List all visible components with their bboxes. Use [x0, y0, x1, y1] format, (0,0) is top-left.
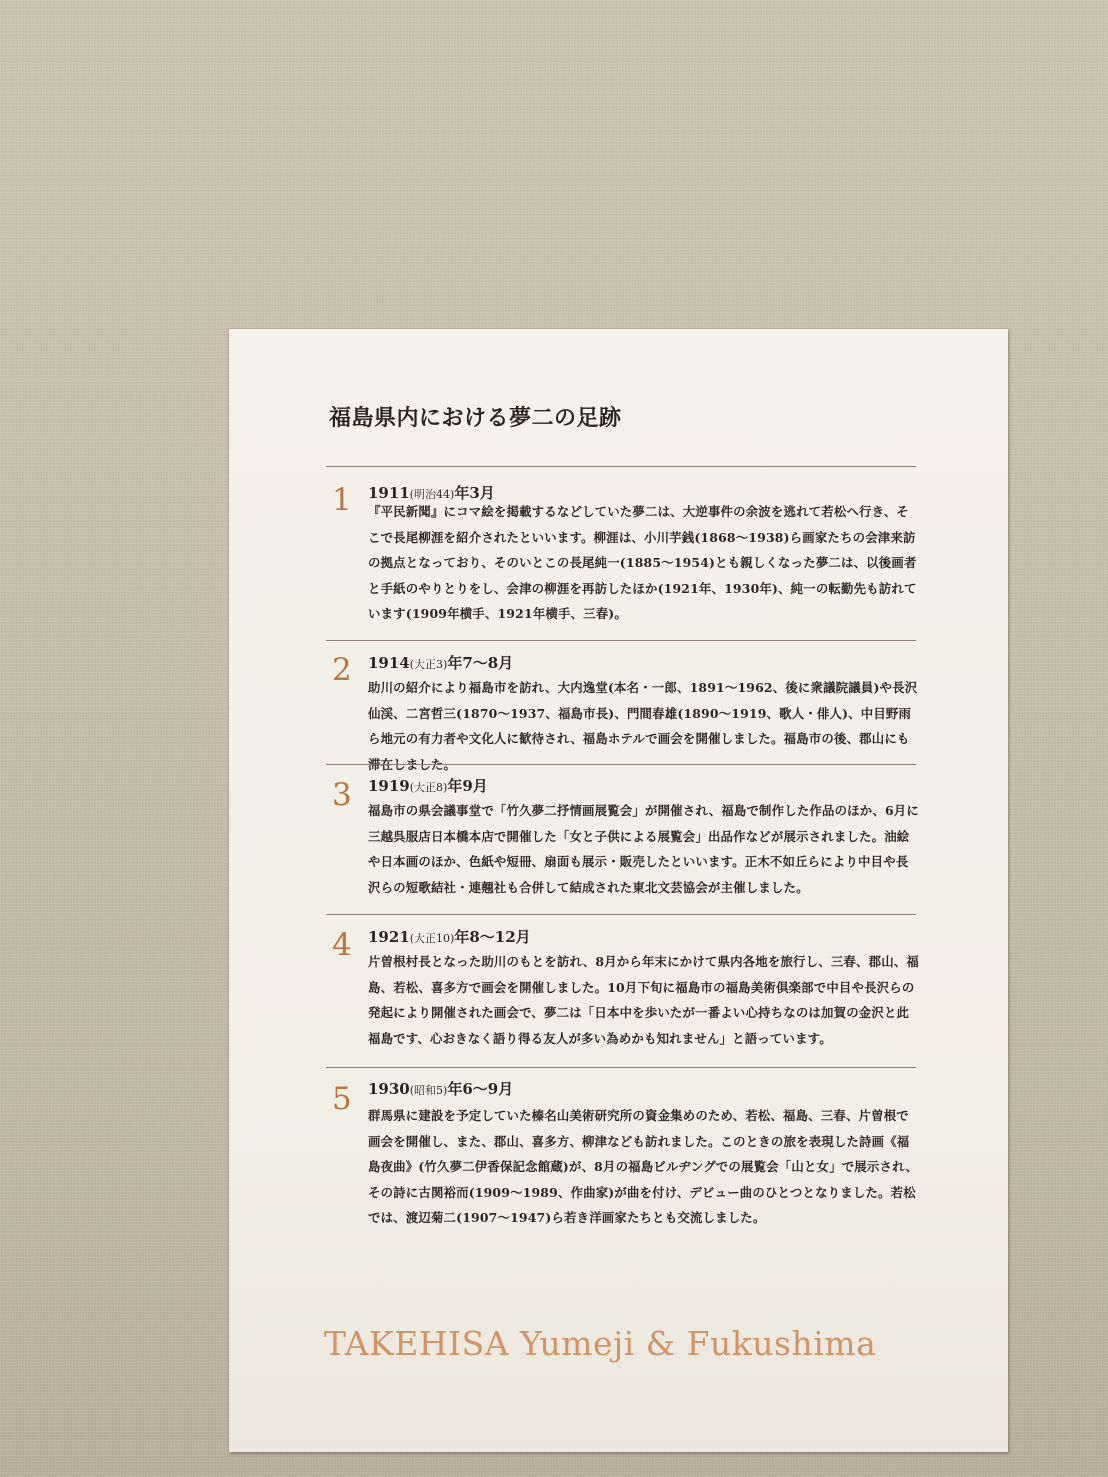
entry-date — [368, 652, 513, 673]
entry-month: 年9月 — [447, 777, 488, 795]
entry-month: 年6〜9月 — [447, 1080, 514, 1098]
entry-text: 助川の紹介により福島市を訪れ、大内逸堂(本名・一郎、1891〜1962、後に衆議院議員)や長沢仙渓、二宮哲三(1870〜1937、福島市長)、門間春雄(1890〜1919、歌人・俳人)、中目野雨ら地元の有力者や文化人に歓待され、福島ホテルで画会を開催しました。福島市の後、郡山にも滞在しました。 — [368, 680, 918, 772]
entry-text: 福島市の県会議事堂で「竹久夢二抒情画展覧会」が開催され、福島で制作した作品のほか、6月に三越呉服店日本橋本店で開催した「女と子供による展覧会」出品作などが展示されました。油絵や日本画のほか、色紙や短冊、扇面も展示・販売したといいます。正木不如丘らにより中目や長沢らの短歌結社・連翹社も合併して結成された東北文芸協会が主催しました。 — [368, 803, 919, 895]
entry-number: 1 — [332, 482, 352, 518]
entry-text: 群馬県に建設を予定していた榛名山美術研究所の資金集めのため、若松、福島、三春、片曽根で画会を開催し、また、郡山、喜多方、柳津なども訪れました。このときの旅を表現した詩画《福島夜曲》(竹久夢二伊香保記念館蔵)が、8月の福島ビルヂングでの展覧会「山と女」で展示され、その詩に古関裕而(1909〜1989、作曲家)が曲を付け、デビュー曲のひとつとなりました。若松では、渡辺菊二(1907〜1947)ら若き洋画家たちとも交流しました。 — [368, 1108, 918, 1225]
entry-text: 『平民新聞』にコマ絵を掲載するなどしていた夢二は、大逆事件の余波を逃れて若松へ行き、そこで長尾柳涯を紹介されたといいます。柳涯は、小川芋銭(1868〜1938)ら画家たちの会津来訪の拠点となっており、そのいとこの長尾純一(1885〜1954)とも親しくなった夢二は、以後画者と手紙のやりとりをし、会津の柳涯を再訪したほか(1921年、1930年)、純一の転勤先も訪れています(1909年横手、1921年横手、三春)。 — [368, 504, 917, 621]
entry-year: 1914 — [368, 654, 410, 672]
footer-logo-text: TAKEHISA Yumeji & Fukushima — [324, 1324, 877, 1363]
entry-number: 4 — [332, 927, 352, 963]
entry-year: 1919 — [368, 777, 410, 795]
entry-date — [368, 926, 531, 947]
entry-date — [368, 775, 488, 796]
entry-number: 5 — [332, 1081, 352, 1117]
divider — [326, 466, 916, 467]
entry-year: 1911 — [368, 484, 410, 502]
entry-month: 年3月 — [454, 484, 495, 502]
entry-era: (大正10) — [409, 932, 455, 945]
divider — [326, 914, 916, 915]
entry-year: 1930 — [368, 1080, 410, 1098]
entry-number: 3 — [332, 777, 352, 813]
entry-era: (大正8) — [409, 781, 448, 794]
divider — [326, 764, 916, 765]
exhibit-panel — [229, 329, 1008, 1452]
entry-era: (明治44) — [409, 488, 455, 501]
divider — [326, 640, 916, 641]
entry-month: 年7〜8月 — [447, 654, 514, 672]
entry-era: (昭和5) — [409, 1084, 448, 1097]
divider — [326, 1067, 916, 1068]
entry-era: (大正3) — [409, 658, 448, 671]
panel-title: 福島県内における夢二の足跡 — [329, 405, 622, 431]
entry-date — [368, 1078, 513, 1099]
entry-number: 2 — [332, 652, 352, 688]
entry-month: 年8〜12月 — [454, 928, 531, 946]
entry-text: 片曽根村長となった助川のもとを訪れ、8月から年末にかけて県内各地を旅行し、三春、郡山、福島、若松、喜多方で画会を開催しました。10月下旬に福島市の福島美術倶楽部で中目や長沢らの発起により開催された画会で、夢二は「日本中を歩いたが一番よい心持ちなのは加賀の金沢と此福島です、心おきなく語り得る友人が多い為めかも知れません」と語っています。 — [368, 954, 919, 1046]
entry-year: 1921 — [368, 928, 410, 946]
